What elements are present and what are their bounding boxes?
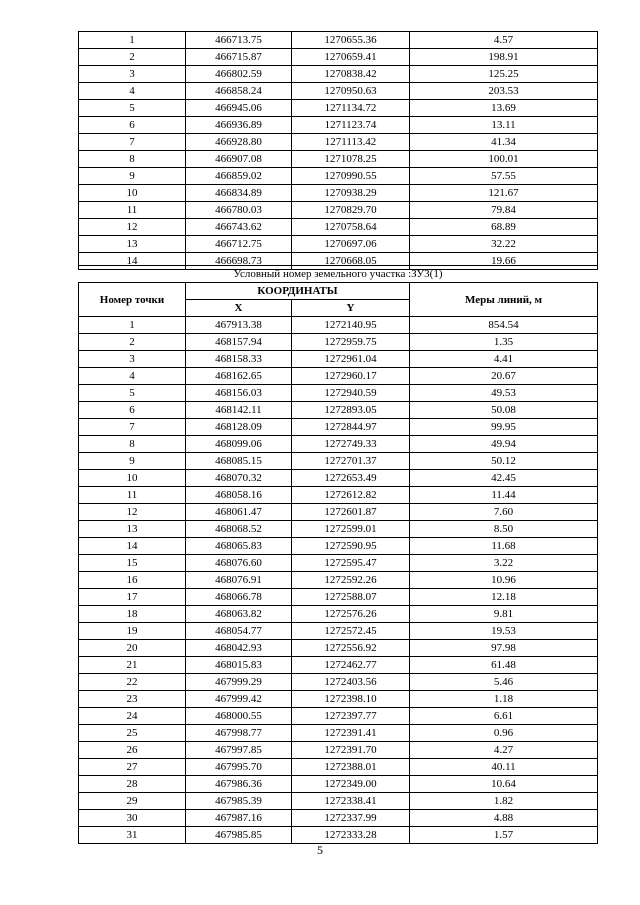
cell-point-number: 2 [79,49,186,66]
cell-y: 1272701.37 [292,453,410,470]
cell-point-number: 21 [79,657,186,674]
cell-x: 466945.06 [186,100,292,117]
table-row [79,521,598,538]
cell-x: 466780.03 [186,202,292,219]
cell-line-measure: 4.88 [410,810,598,827]
cell-x: 468099.06 [186,436,292,453]
cell-x: 468156.03 [186,385,292,402]
cell-point-number: 4 [79,368,186,385]
cell-x: 468128.09 [186,419,292,436]
cell-y: 1272338.41 [292,793,410,810]
cell-line-measure: 13.69 [410,100,598,117]
table-row [79,49,598,66]
cell-y: 1272959.75 [292,334,410,351]
cell-point-number: 6 [79,402,186,419]
cell-line-measure: 49.94 [410,436,598,453]
cell-point-number: 3 [79,351,186,368]
cell-x: 467986.36 [186,776,292,793]
cell-line-measure: 8.50 [410,521,598,538]
cell-x: 468068.52 [186,521,292,538]
table-body [79,317,598,844]
table-row [79,640,598,657]
cell-y: 1272588.07 [292,589,410,606]
cell-y: 1270758.64 [292,219,410,236]
cell-line-measure: 99.95 [410,419,598,436]
cell-line-measure: 10.96 [410,572,598,589]
cell-point-number: 9 [79,168,186,185]
table-row [79,708,598,725]
cell-y: 1272749.33 [292,436,410,453]
cell-y: 1270697.06 [292,236,410,253]
table-row [79,470,598,487]
cell-line-measure: 79.84 [410,202,598,219]
cell-point-number: 25 [79,725,186,742]
table-header [79,266,598,317]
cell-x: 468066.78 [186,589,292,606]
cell-line-measure: 57.55 [410,168,598,185]
cell-line-measure: 125.25 [410,66,598,83]
cell-line-measure: 41.34 [410,134,598,151]
table-row [79,168,598,185]
cell-y: 1270838.42 [292,66,410,83]
header-x: X [186,300,292,317]
table-body [79,32,598,270]
cell-x: 467998.77 [186,725,292,742]
table-row [79,572,598,589]
cell-point-number: 23 [79,691,186,708]
coordinates-table-continued [78,31,598,270]
cell-x: 467995.70 [186,759,292,776]
cell-line-measure: 49.53 [410,385,598,402]
cell-line-measure: 50.08 [410,402,598,419]
cell-x: 466713.75 [186,32,292,49]
table-row [79,453,598,470]
table-row [79,402,598,419]
cell-point-number: 12 [79,504,186,521]
table-row [79,742,598,759]
cell-x: 466743.62 [186,219,292,236]
table-row [79,674,598,691]
cell-line-measure: 5.46 [410,674,598,691]
table-row [79,66,598,83]
cell-y: 1271078.25 [292,151,410,168]
cell-y: 1272388.01 [292,759,410,776]
cell-x: 467913.38 [186,317,292,334]
table-row [79,419,598,436]
cell-y: 1271134.72 [292,100,410,117]
cell-point-number: 6 [79,117,186,134]
cell-x: 468162.65 [186,368,292,385]
table-row [79,793,598,810]
cell-point-number: 19 [79,623,186,640]
cell-line-measure: 12.18 [410,589,598,606]
cell-x: 468157.94 [186,334,292,351]
cell-x: 468085.15 [186,453,292,470]
table-row [79,351,598,368]
cell-y: 1272398.10 [292,691,410,708]
cell-x: 468070.32 [186,470,292,487]
cell-line-measure: 100.01 [410,151,598,168]
table-row [79,368,598,385]
cell-y: 1272599.01 [292,521,410,538]
cell-x: 467999.29 [186,674,292,691]
cell-line-measure: 11.44 [410,487,598,504]
cell-y: 1272601.87 [292,504,410,521]
cell-y: 1272960.17 [292,368,410,385]
cell-line-measure: 42.45 [410,470,598,487]
cell-x: 468058.16 [186,487,292,504]
cell-point-number: 16 [79,572,186,589]
cell-line-measure: 1.35 [410,334,598,351]
cell-line-measure: 1.82 [410,793,598,810]
cell-point-number: 5 [79,385,186,402]
table-row [79,134,598,151]
cell-line-measure: 11.68 [410,538,598,555]
cell-point-number: 13 [79,236,186,253]
cell-point-number: 18 [79,606,186,623]
cell-point-number: 26 [79,742,186,759]
cell-point-number: 9 [79,453,186,470]
cell-y: 1272592.26 [292,572,410,589]
table-row [79,691,598,708]
cell-line-measure: 7.60 [410,504,598,521]
cell-y: 1270938.29 [292,185,410,202]
cell-x: 468054.77 [186,623,292,640]
cell-y: 1272653.49 [292,470,410,487]
cell-y: 1272893.05 [292,402,410,419]
table-row [79,623,598,640]
cell-line-measure: 4.57 [410,32,598,49]
table-row [79,606,598,623]
cell-point-number: 20 [79,640,186,657]
cell-point-number: 10 [79,185,186,202]
cell-line-measure: 13.11 [410,117,598,134]
cell-point-number: 11 [79,202,186,219]
cell-x: 466907.08 [186,151,292,168]
cell-x: 468042.93 [186,640,292,657]
cell-y: 1272940.59 [292,385,410,402]
cell-point-number: 4 [79,83,186,100]
cell-line-measure: 3.22 [410,555,598,572]
cell-x: 466936.89 [186,117,292,134]
header-line-measures: Меры линий, м [410,283,598,317]
cell-x: 466834.89 [186,185,292,202]
cell-line-measure: 1.57 [410,827,598,844]
cell-y: 1272612.82 [292,487,410,504]
cell-y: 1270829.70 [292,202,410,219]
coordinates-table-zu3 [78,265,598,844]
cell-x: 466859.02 [186,168,292,185]
cell-line-measure: 97.98 [410,640,598,657]
cell-x: 468065.83 [186,538,292,555]
cell-y: 1270950.63 [292,83,410,100]
table-row [79,117,598,134]
table-row [79,657,598,674]
cell-x: 466928.80 [186,134,292,151]
cell-y: 1272590.95 [292,538,410,555]
cell-line-measure: 9.81 [410,606,598,623]
cell-y: 1272462.77 [292,657,410,674]
cell-point-number: 31 [79,827,186,844]
cell-x: 468076.60 [186,555,292,572]
cell-point-number: 10 [79,470,186,487]
cell-x: 468015.83 [186,657,292,674]
cell-point-number: 8 [79,436,186,453]
cell-line-measure: 203.53 [410,83,598,100]
cell-line-measure: 20.67 [410,368,598,385]
table-row [79,538,598,555]
table-row [79,151,598,168]
cell-line-measure: 19.66 [410,253,598,270]
cell-x: 466802.59 [186,66,292,83]
cell-x: 467985.39 [186,793,292,810]
cell-y: 1272595.47 [292,555,410,572]
cell-y: 1270990.55 [292,168,410,185]
cell-y: 1272403.56 [292,674,410,691]
cell-y: 1270655.36 [292,32,410,49]
cell-point-number: 14 [79,538,186,555]
cell-line-measure: 4.41 [410,351,598,368]
table-row [79,555,598,572]
cell-point-number: 15 [79,555,186,572]
cell-line-measure: 32.22 [410,236,598,253]
cell-y: 1272572.45 [292,623,410,640]
cell-x: 466698.73 [186,253,292,270]
table-row [79,83,598,100]
table-row [79,436,598,453]
table-row [79,759,598,776]
cell-y: 1272140.95 [292,317,410,334]
cell-x: 467999.42 [186,691,292,708]
table-row [79,32,598,49]
cell-point-number: 1 [79,317,186,334]
cell-y: 1272961.04 [292,351,410,368]
cell-y: 1272397.77 [292,708,410,725]
header-y: Y [292,300,410,317]
cell-point-number: 12 [79,219,186,236]
cell-point-number: 5 [79,100,186,117]
cell-line-measure: 19.53 [410,623,598,640]
cell-point-number: 7 [79,134,186,151]
cell-y: 1270668.05 [292,253,410,270]
cell-x: 466712.75 [186,236,292,253]
table-row [79,827,598,844]
cell-x: 467997.85 [186,742,292,759]
cell-point-number: 8 [79,151,186,168]
table-row [79,487,598,504]
cell-line-measure: 40.11 [410,759,598,776]
cell-x: 468063.82 [186,606,292,623]
cell-x: 468142.11 [186,402,292,419]
table-row [79,219,598,236]
cell-x: 466858.24 [186,83,292,100]
cell-y: 1272391.70 [292,742,410,759]
cell-x: 468158.33 [186,351,292,368]
table-row [79,385,598,402]
cell-y: 1272333.28 [292,827,410,844]
cell-line-measure: 121.67 [410,185,598,202]
table-row [79,317,598,334]
cell-x: 466715.87 [186,49,292,66]
table-row [79,776,598,793]
table-row [79,725,598,742]
header-coordinates: КООРДИНАТЫ [186,283,410,300]
cell-point-number: 28 [79,776,186,793]
cell-line-measure: 61.48 [410,657,598,674]
cell-y: 1272391.41 [292,725,410,742]
cell-y: 1271113.42 [292,134,410,151]
table-row [79,589,598,606]
cell-line-measure: 68.89 [410,219,598,236]
cell-x: 468000.55 [186,708,292,725]
cell-line-measure: 4.27 [410,742,598,759]
cell-point-number: 29 [79,793,186,810]
cell-line-measure: 6.61 [410,708,598,725]
table-row [79,202,598,219]
page-number: 5 [317,843,323,857]
cell-x: 468076.91 [186,572,292,589]
cell-x: 468061.47 [186,504,292,521]
cell-y: 1272337.99 [292,810,410,827]
table-row [79,100,598,117]
cell-y: 1272556.92 [292,640,410,657]
cell-point-number: 14 [79,253,186,270]
cell-y: 1272576.26 [292,606,410,623]
cell-point-number: 3 [79,66,186,83]
table-row [79,185,598,202]
cell-point-number: 13 [79,521,186,538]
land-plot-caption: Условный номер земельного участка :ЗУ3(1) [79,266,598,283]
table-row [79,810,598,827]
cell-point-number: 1 [79,32,186,49]
cell-line-measure: 50.12 [410,453,598,470]
cell-y: 1270659.41 [292,49,410,66]
cell-point-number: 24 [79,708,186,725]
cell-point-number: 2 [79,334,186,351]
header-point-number: Номер точки [79,283,186,317]
cell-point-number: 22 [79,674,186,691]
cell-point-number: 30 [79,810,186,827]
cell-point-number: 17 [79,589,186,606]
cell-y: 1272844.97 [292,419,410,436]
cell-line-measure: 0.96 [410,725,598,742]
cell-point-number: 27 [79,759,186,776]
cell-y: 1271123.74 [292,117,410,134]
cell-x: 467987.16 [186,810,292,827]
cell-line-measure: 198.91 [410,49,598,66]
cell-line-measure: 854.54 [410,317,598,334]
table-row [79,236,598,253]
cell-line-measure: 10.64 [410,776,598,793]
cell-point-number: 7 [79,419,186,436]
cell-y: 1272349.00 [292,776,410,793]
cell-line-measure: 1.18 [410,691,598,708]
cell-point-number: 11 [79,487,186,504]
cell-x: 467985.85 [186,827,292,844]
table-row [79,504,598,521]
table-row [79,334,598,351]
